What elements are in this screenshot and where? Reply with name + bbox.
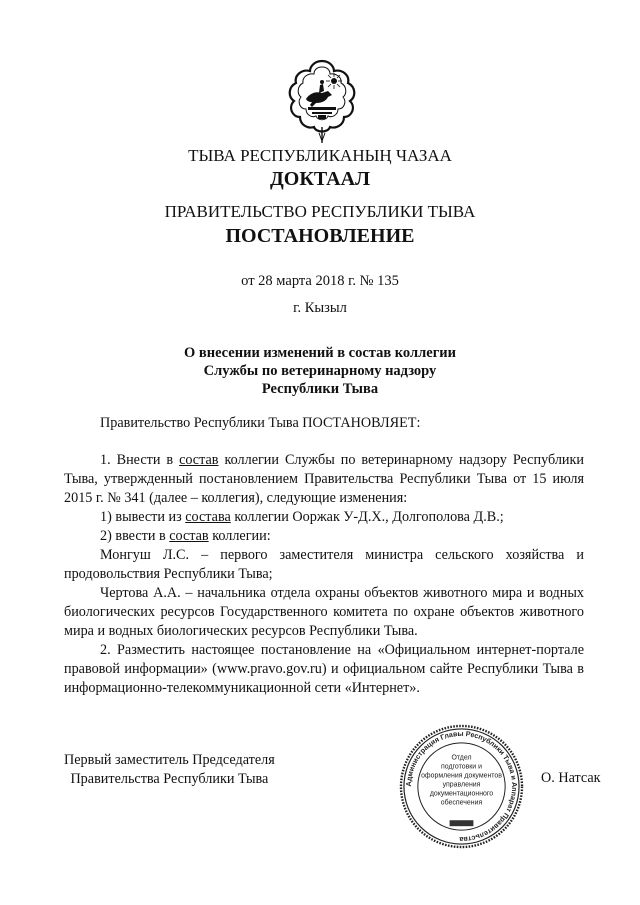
stamp-inner-text: подготовки и <box>441 763 482 771</box>
document-date-number: от 28 марта 2018 г. № 135 <box>241 273 399 289</box>
signatory-position: Первый заместитель Председателя Правительства Республики Тыва <box>64 752 275 787</box>
link-sostava[interactable]: состава <box>185 509 231 525</box>
body-paragraph-4: Монгуш Л.С. – первого заместителя министра сельского хозяйства и продовольствия Республики Тыва; <box>64 547 584 582</box>
title-line: Республики Тыва <box>261 381 379 397</box>
document-title <box>120 344 520 398</box>
header-doctype-russian: ПОСТАНОВЛЕНИЕ <box>225 225 415 247</box>
body-paragraph-6: 2. Разместить настоящее постановление на «Официальном интернет-портале правовой информации» (www.pravo.gov.ru) и официальном сайте Республики Тыва в информационно-телекоммуникационной сети «Интернет». <box>64 642 584 696</box>
stamp-inner-text: Отдел <box>451 754 472 762</box>
body-paragraph-3: 2) ввести в состав коллегии: <box>100 528 271 544</box>
signatory-name: О. Натсак <box>541 770 601 786</box>
stamp-inner-text: оформления документов <box>421 772 502 780</box>
official-stamp <box>398 723 525 850</box>
header-org-tuvan: ТЫВА РЕСПУБЛИКАНЫҢ ЧАЗАА <box>188 146 452 165</box>
title-line: Службы по ветеринарному надзору <box>203 363 437 379</box>
stamp-inner-text: обеспечения <box>440 799 483 807</box>
body-paragraph-5: Чертова А.А. – начальника отдела охраны объектов животного мира и водных биологических ресурсов Государственного комитета по охране объектов животного мира и водных биологических ресурсов Республики Тыва. <box>64 585 584 639</box>
title-line: О внесении изменений в состав коллегии <box>183 345 456 361</box>
stamp-inner-text: управления <box>442 781 481 789</box>
document-city: г. Кызыл <box>293 300 347 316</box>
coat-of-arms-emblem <box>286 57 358 147</box>
link-sostav[interactable]: состав <box>179 452 219 468</box>
body-intro: Правительство Республики Тыва ПОСТАНОВЛЯЕТ: <box>100 415 421 431</box>
link-sostav-2[interactable]: состав <box>169 528 209 544</box>
body-paragraph-2: 1) вывести из состава коллегии Ооржак У-Д.Х., Долгополова Д.В.; <box>100 509 504 525</box>
stamp-ring-text: Администрация Главы Республики Тыва и Аппарат Правительства <box>404 729 519 844</box>
document-body <box>64 414 584 698</box>
header-doctype-tuvan: ДОКТААЛ <box>270 168 370 190</box>
header-org-russian: ПРАВИТЕЛЬСТВО РЕСПУБЛИКИ ТЫВА <box>164 202 476 221</box>
body-paragraph-1: 1. Внести в состав коллегии Службы по ветеринарному надзору Республики Тыва, утвержденный постановлением Правительства Республики Тыва от 15 июля 2015 г. № 341 (далее – коллегия), следующие изменения: <box>64 452 584 506</box>
stamp-inner-text: документационного <box>429 790 494 798</box>
